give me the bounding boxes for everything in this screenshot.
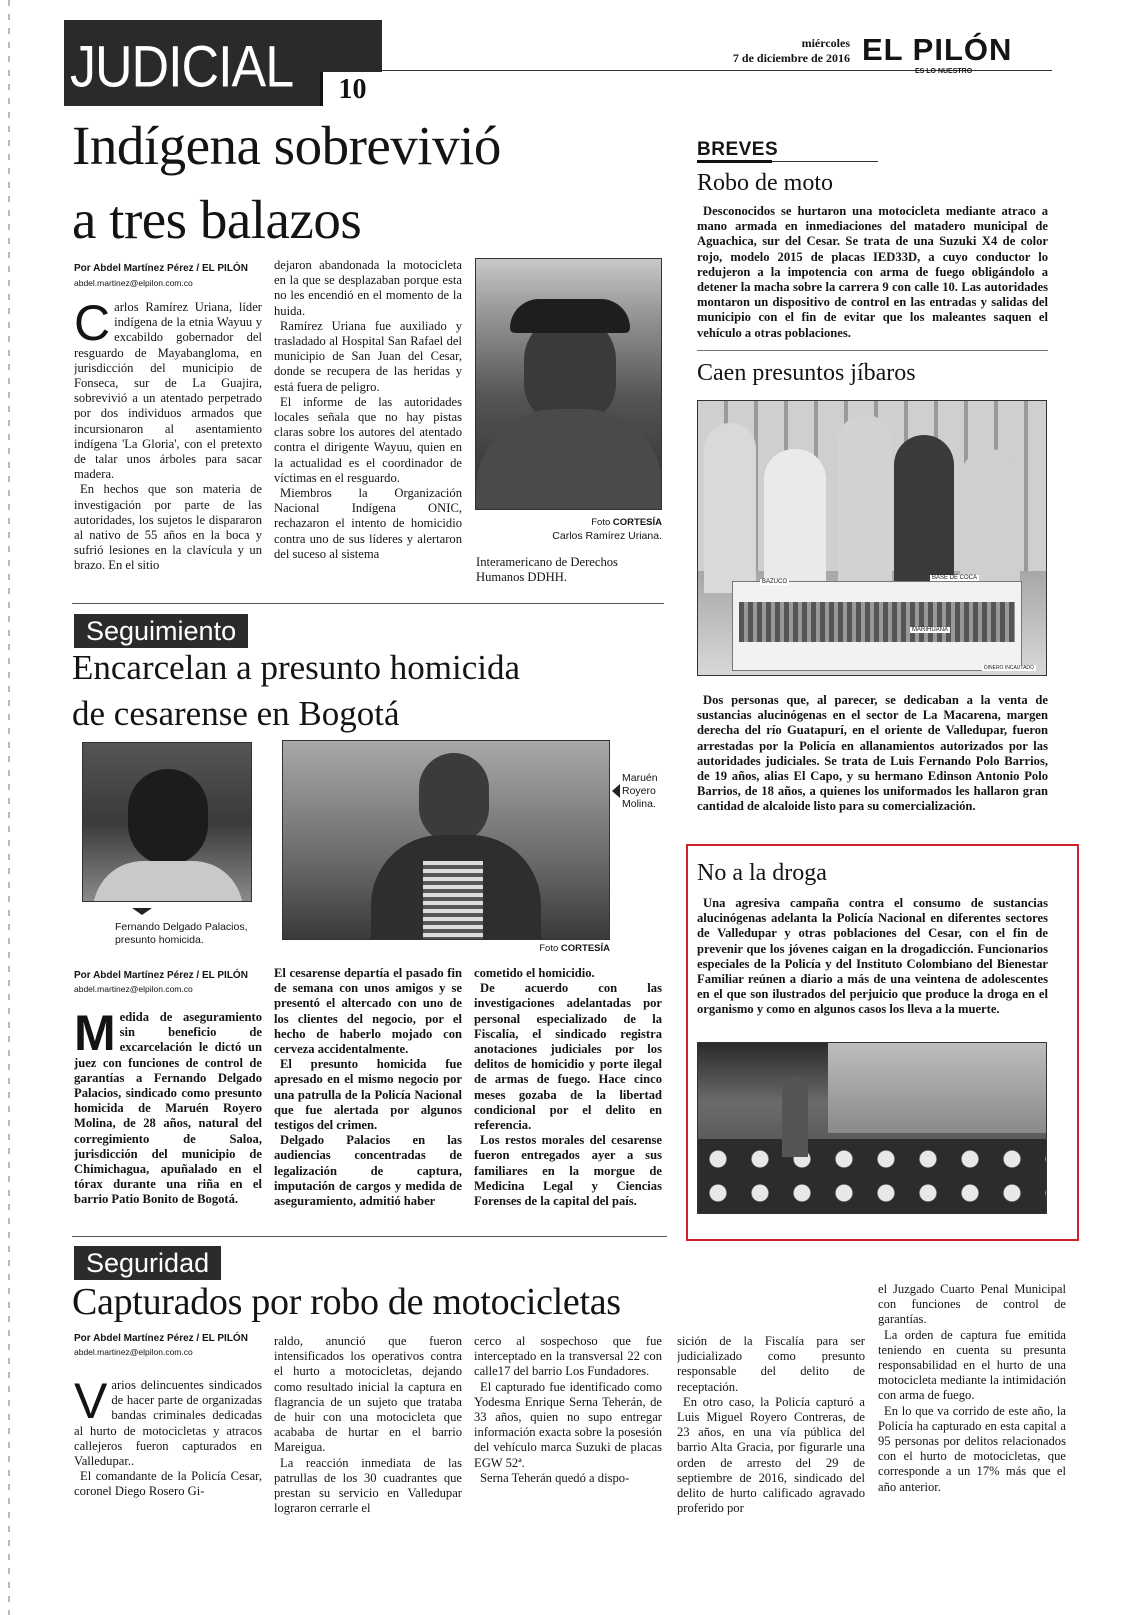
article2-col1-p1: edida de aseguramiento sin beneficio de excarcelación le dictó un juez con funciones de control de garantías a Fernando Delgado Palacios, sindicado como presunto homicida de Maruén Royero Molina, de 28 años, natural del corregimiento de Saloa, jurisdicción del municipio de Chimichagua, apuñalado en el tórax durante una riña en el barrio Patio Bonito de Bogotá. [74,1010,262,1207]
breves-item2-title: Caen presuntos jíbaros [697,360,916,386]
photo-figure-head [419,753,489,843]
article1-col2-p1: dejaron abandonada la motocicleta en la que se desplazaban porque esta no les encendió en el momento de la huida. [274,258,462,318]
article3-col1-p1: arios delincuentes sindicados de hacer parte de organizadas bandas criminales dedicadas al hurto de motocicletas y atracos callejeros fueron capturados en Valledupar.. [74,1378,262,1469]
photo-officer [838,415,892,595]
article3-col3-p3: Serna Teherán quedó a dispo- [480,1470,630,1485]
photo-figure-head [128,769,208,865]
evidence-label-base-coca: BASE DE COCA [932,575,978,581]
photo-evidence-table [732,581,1022,671]
article3-col4-p1: sición de la Fiscalía para ser judicializado como presunto responsable del delito de receptación. [677,1334,865,1394]
header-day: miércoles [801,36,850,50]
article3-col5-p3: En lo que va corrido de este año, la Policía ha capturado en esta capital a 95 personas por delitos relacionados con el hurto de motocicletas, que corresponde a un 17% más que el año anterior. [878,1403,1066,1494]
article1-col2-p3: El informe de las autoridades locales señala que no hay pistas claras sobre los autores del atentado contra el dirigente Wayuu, quien en la actualidad es el coordinador de víctimas en el resguardo. [274,394,462,485]
article2-headline-line2: de cesarense en Bogotá [72,694,400,733]
article3-col3-p1: cerco al sospechoso que fue interceptado en la transversal 22 con calle17 del barrio Los Fundadores. [474,1334,662,1379]
rule-item1 [697,350,1048,351]
article2-col2-p3: Delgado Palacios en las audiencias concentradas de legalización de captura, imputación de cargos y medida de aseguramiento, admitió haber [274,1133,462,1209]
article1-col2-p2: Ramírez Uriana fue auxiliado y trasladado al Hospital San Rafael del municipio de San Juan del Cesar, donde se recupera de las heridas y está fuera de peligro. [274,318,462,394]
article3-col5 [878,1282,1066,1538]
photo-carlos-ramirez [475,258,662,510]
photo-officer-speaker [782,1077,808,1157]
article3-col3-p2: El capturado fue identificado como Yodesma Enrique Serna Teherán, de 33 años, quien no supo entregar información exacta sobre la posesión del vehículo marca Suzuki de placas EGW 52ª. [474,1379,662,1470]
breves-item3-text: Una agresiva campaña contra el consumo de sustancias alucinógenas adelanta la Policía Nacional en diferentes sectores de Valledupar y otras poblaciones del Cesar, con el fin de prevenir que los jóvenes caigan en la drogadicción. Funcionarios especiales de la Policía y del Instituto Colombiano del Bienestar Familiar reúnen a diario a más de una veintena de adolescentes en el que son ilustrados del perjuicio que produce la droga en el organismo y como en algunos casos los lleva a la muerte. [697,896,1048,1017]
article3-col3 [474,1334,662,1538]
article1-dropcap: C [74,300,111,351]
photo-evidence-items [739,602,1015,642]
breves-item1-text: Desconocidos se hurtaron una motocicleta mediante atraco a mano armada en inmediaciones del matadero municipal de Aguachica, sur del Cesar. Se trata de una Suzuki X4 de color rojo, modelo 2015 de placas IED33D, a cuyo conductor lo redujeron a la impotencia con arma de fuego obligándolo a detener la macha sobre la carrera 9 con calle 10. Las autoridades montaron un dispositivo de control en las entradas y salidas del municipio con el fin de evitar que los maleantes saquen el vehículo a otras poblaciones. [697,204,1048,340]
evidence-label-bazuco: BAZUCO [762,579,788,585]
scan-edge-left [8,0,10,1615]
article1-headline-line2: a tres balazos [72,189,362,250]
photo-audience [698,1139,1047,1214]
article2-photo-credit [480,942,610,955]
header-date: 7 de diciembre de 2016 [732,51,850,65]
article2-col2-p2: El presunto homicida fue apresado en el mismo negocio por una patrulla de la Policía Nacional que fue alertada por algunos testigos del crimen. [274,1057,462,1133]
article1-byline: Por Abdel Martínez Pérez / EL PILÓN [74,263,248,274]
article2-col3-p3: Los restos morales del cesarense fueron entregados ayer a sus familiares en la morgue de Medicina Legal y Ciencias Forenses de la capital del país. [474,1133,662,1209]
article1-email: abdel.martinez@elpilon.com.co [74,278,193,288]
article3-col2 [274,1334,462,1538]
article2-col2-p1: El cesarense departía el pasado fin de semana con unos amigos y se presentó el altercado con uno de los clientes del negocio, por el hecho de haberlo mojado con cerveza accidentalmente. [274,966,462,1057]
photo-jibaros [697,400,1047,676]
photo-detainee [764,449,826,599]
evidence-label-marihuana: MARIHUANA [912,627,949,633]
section-header [64,20,382,106]
article1-photo-caption: Carlos Ramírez Uriana. [552,530,662,542]
photo-shirt-stripes [423,861,483,940]
article2-email: abdel.martinez@elpilon.com.co [74,984,193,994]
article1-photo-credit [480,516,662,529]
article1-col1 [74,300,262,600]
article3-col5-p1: el Juzgado Cuarto Penal Municipal con funciones de control de garantías. [878,1282,1066,1327]
photo-detainee [894,435,954,595]
photo-credit-label: Foto [539,943,559,954]
photo-figure-body [93,861,243,902]
photo-officer [704,423,756,593]
photo-wall [828,1043,1047,1133]
article2-col3 [474,966,662,1225]
article3-email: abdel.martinez@elpilon.com.co [74,1347,193,1357]
article2-caption-left: Fernando Delgado Palacios, presunto homicida. [115,921,248,946]
evidence-label-dinero: DINERO INCAUTADO [984,665,1034,671]
rule-article3 [72,1236,667,1237]
rule-article1 [72,603,664,604]
article3-col5-p2: La orden de captura fue emitida teniendo en cuenta su presunta responsabilidad en el hurto de una motocicleta mediante la intimidación con arma de fuego. [878,1327,1066,1403]
article2-headline-line1: Encarcelan a presunto homicida [72,648,520,687]
article2-dropcap: M [74,1010,116,1061]
photo-campana-droga [697,1042,1047,1214]
article3-col4 [677,1334,865,1538]
photo-credit-source: CORTESÍA [612,517,662,528]
article2-col1 [74,1010,262,1225]
masthead-slogan: ES LO NUESTRO [915,68,973,75]
breves-tag: BREVES [697,139,779,160]
article1-col1-p2: En hechos que son materia de investigación por parte de las autoridades, los sujetos le dispararon al nativo de 55 años en la boca y sufrió lesiones en la clavícula y un brazo. En el sitio [74,482,262,573]
article2-col2 [274,966,462,1225]
photo-figure-body [476,409,662,510]
article3-headline: Capturados por robo de motocicletas [72,1281,621,1323]
article2-tag: Seguimiento [74,614,248,648]
photo-figure-hat [510,299,630,333]
breves-item1-title: Robo de moto [697,170,833,196]
breves-item3-title: No a la droga [697,860,827,886]
breves-underline [697,160,772,163]
page-number: 10 [320,72,382,106]
article3-dropcap: V [74,1378,108,1429]
caption-arrow-right [612,784,620,798]
article1-col3-end: Interamericano de Derechos Humanos DDHH. [476,555,618,585]
section-title: JUDICIAL [70,35,294,101]
article1-col1-p1: arlos Ramírez Uriana, líder indígena de la etnia Wayuu y excabildo gobernador del resguardo de Mayabangloma, en jurisdicción del municipio de Fonseca, sur de La Guajira, sobrevivió a un atentado perpetrado por dos individuos armados que incursionaron al asentamiento indígena 'La Gloria', con el pretexto de talar unos árboles para sacar madera. [74,300,262,482]
article3-col2-p1: raldo, anunció que fueron intensificados los operativos contra el hurto a motocicletas, dejando como resultado inicial la captura en flagrancia de un sujeto que trataba de huir con una motocicleta que acababa de hurtar en el barrio Mareigua. [274,1334,462,1455]
article3-col2-p2: La reacción inmediata de las patrullas de los 30 cuadrantes que prestan su servicio en Valledupar lograron cerrarle el [274,1455,462,1516]
breves-rule [772,161,878,162]
breves-item2-text: Dos personas que, al parecer, se dedicaban a la venta de sustancias alucinógenas en el sector de La Macarena, margen derecha del río Guatapurí, en el oriente de Valledupar, fueron arrestadas por la Policía en allanamientos autorizados por las autoridades judiciales. Se trata de Luis Fernando Polo Barrios, de 19 años, alias El Capo, y su hermano Edinson Antonio Polo Barrios, de 18 años, a quienes los uniformados les hallaron gran cantidad de alcaloide listo para su comercialización. [697,693,1048,814]
photo-credit-label: Foto [591,517,611,528]
photo-credit-source: CORTESÍA [560,943,610,954]
photo-fernando-delgado [82,742,252,902]
article3-col1 [74,1378,262,1538]
article3-col1-p2: El comandante de la Policía Cesar, coronel Diego Rosero Gi- [74,1469,262,1499]
article2-caption-right: Maruén Royero Molina. [622,772,658,810]
article1-col2 [274,258,462,600]
article1-col2-p4: Miembros la Organización Nacional Indígena ONIC, rechazaron el intento de homicidio contra uno de sus líderes y alertaron del suceso al sistema [274,486,462,561]
article3-col4-p2: En otro caso, la Policía capturó a Luis Miguel Royero Contreras, de 23 años, en una vía pública del barrio Alta Gracia, por figurarle una orden de arresto del 29 de septiembre de 2016, sindicado del delito de hurto calificado agravado proferido por [677,1394,865,1516]
photo-maruen-royero [282,740,610,940]
article2-byline: Por Abdel Martínez Pérez / EL PILÓN [74,970,248,981]
article2-col3-p1: cometido el homicidio. [474,966,595,980]
masthead-logo: EL PILÓN [862,32,1013,67]
article1-headline-line1: Indígena sobrevivió [72,115,501,176]
article3-byline: Por Abdel Martínez Pérez / EL PILÓN [74,1333,248,1344]
article3-tag: Seguridad [74,1246,221,1280]
article2-col3-p2: De acuerdo con las investigaciones adelantadas por personal especializado de la Fiscalía, el sindicado registra anotaciones judiciales por los delitos de homicidio y porte ilegal de armas de fuego. Hace cinco meses gozaba de la libertad condicional por el delito en referencia. [474,981,662,1133]
caption-arrow [132,908,152,915]
